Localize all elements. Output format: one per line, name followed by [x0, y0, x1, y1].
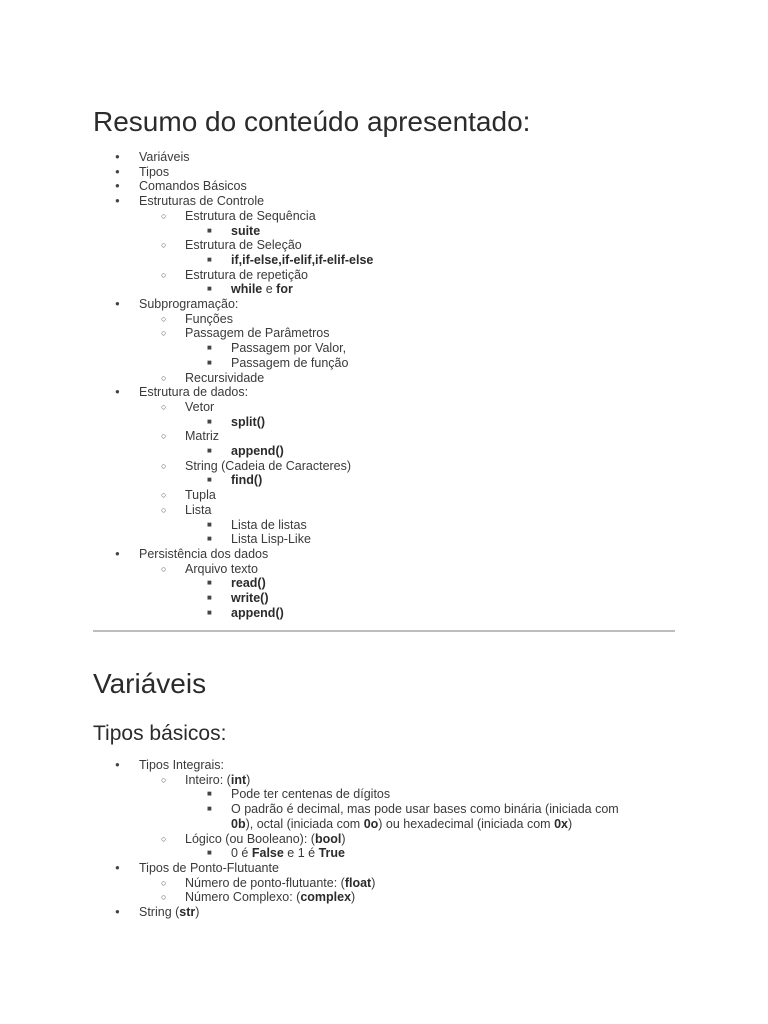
list-item — [93, 297, 675, 385]
list-item — [139, 773, 675, 832]
sublist — [139, 773, 675, 861]
sublist — [139, 209, 675, 297]
sublist — [139, 312, 675, 386]
text-segment: ) — [195, 905, 200, 920]
list-item — [139, 832, 675, 861]
list-item — [185, 224, 675, 239]
list-item — [185, 591, 675, 606]
list-item-label: ● Estruturas de Controle — [139, 194, 675, 209]
basics-list — [93, 758, 675, 920]
list-item — [93, 194, 675, 297]
keyword: 0o — [363, 816, 379, 831]
list-item — [139, 503, 675, 547]
sublist — [139, 400, 675, 547]
sublist — [185, 846, 675, 861]
keyword: str — [179, 905, 196, 920]
text-segment: String ( — [139, 905, 180, 920]
list-item — [139, 326, 675, 370]
list-item — [139, 371, 675, 386]
list-item — [185, 341, 675, 356]
list-item-label: ○ Passagem de Parâmetros — [185, 326, 675, 341]
section-divider — [93, 630, 675, 632]
list-item — [185, 253, 675, 268]
sublist — [185, 787, 675, 831]
list-item-label: ■ Pode ter centenas de dígitos — [231, 787, 675, 802]
list-item — [185, 415, 675, 430]
sublist — [185, 282, 675, 297]
list-item-label: ● Subprogramação: — [139, 297, 675, 312]
text-segment: Inteiro: ( — [185, 772, 231, 787]
summary-list — [93, 150, 675, 621]
text-segment: O padrão é decimal, mas pode usar bases como binária (iniciada com — [231, 802, 619, 817]
list-item — [185, 576, 675, 591]
keyword: append() — [231, 605, 284, 620]
list-item — [139, 312, 675, 327]
text-segment: Número de ponto-flutuante: ( — [185, 875, 345, 890]
list-item-label: ● Tipos Integrais: — [139, 758, 675, 773]
keyword: int — [230, 772, 247, 787]
list-item-label: ○ Estrutura de Seleção — [185, 238, 675, 253]
keyword: split() — [231, 414, 266, 429]
keyword: False — [251, 846, 284, 861]
sublist — [185, 415, 675, 430]
list-item-label: ● Persistência dos dados — [139, 547, 675, 562]
keyword: find() — [231, 473, 263, 488]
list-item — [185, 532, 675, 547]
list-item-label: ○ Recursividade — [185, 371, 675, 386]
sublist — [185, 224, 675, 239]
text-segment: e 1 é — [283, 846, 319, 861]
sublist — [185, 576, 675, 620]
text-segment: Lógico (ou Booleano): ( — [185, 831, 315, 846]
list-item-label: ■ Passagem de função — [231, 356, 675, 371]
list-item-label: ○ Lista — [185, 503, 675, 518]
list-item — [139, 268, 675, 297]
list-item — [185, 444, 675, 459]
sublist — [185, 253, 675, 268]
sublist — [185, 341, 675, 370]
connector-text: e — [262, 282, 277, 297]
keyword: complex — [300, 890, 352, 905]
list-item — [139, 400, 675, 429]
list-item — [185, 787, 675, 802]
keyword: bool — [314, 831, 342, 846]
keyword: if,if-else,if-elif,if-elif-else — [231, 252, 374, 267]
text-segment: ) ou hexadecimal (iniciada com — [378, 816, 555, 831]
keyword: write() — [231, 591, 269, 606]
text-segment: Número Complexo: ( — [185, 890, 301, 905]
text-segment: 0 é — [231, 846, 252, 861]
list-item-label: ■ Passagem por Valor, — [231, 341, 675, 356]
keyword: for — [276, 282, 293, 297]
list-item-label: ■ Lista Lisp-Like — [231, 532, 675, 547]
sublist — [185, 473, 675, 488]
list-item — [93, 861, 675, 905]
list-item-label: ○ Funções — [185, 312, 675, 327]
list-item — [93, 905, 675, 920]
tipos-basicos-heading: Tipos básicos: — [93, 722, 227, 745]
list-item — [139, 488, 675, 503]
list-item — [139, 562, 675, 621]
keyword: 0x — [554, 816, 568, 831]
list-item — [93, 179, 675, 194]
keyword: while — [231, 282, 263, 297]
list-item — [93, 165, 675, 180]
list-item-label: ○ String (Cadeia de Caracteres) — [185, 459, 675, 474]
text-segment: ) — [567, 816, 573, 831]
list-item — [139, 209, 675, 238]
list-item-label: ● Comandos Básicos — [139, 179, 675, 194]
list-item — [139, 238, 675, 267]
list-item-label: ○ Estrutura de repetição — [185, 268, 675, 283]
keyword: 0b — [231, 816, 246, 831]
list-item-label: ■ Lista de listas — [231, 518, 675, 533]
list-item-label: ● Tipos — [139, 165, 675, 180]
keyword: suite — [231, 223, 261, 238]
list-item-label: ● Tipos de Ponto-Flutuante — [139, 861, 675, 876]
list-item — [93, 758, 675, 861]
list-item — [139, 459, 675, 488]
list-item — [93, 150, 675, 165]
sublist — [185, 518, 675, 547]
variaveis-heading: Variáveis — [93, 668, 207, 699]
keyword: read() — [231, 576, 266, 591]
list-item — [139, 876, 675, 891]
sublist — [139, 562, 675, 621]
list-item-label: ○ Arquivo texto — [185, 562, 675, 577]
list-item — [185, 356, 675, 371]
list-item-label: ● Variáveis — [139, 150, 675, 165]
sublist — [139, 876, 675, 905]
text-segment: ), octal (iniciada com — [245, 816, 364, 831]
list-item-label: ○ Estrutura de Sequência — [185, 209, 675, 224]
text-segment: ) — [371, 875, 376, 890]
summary-heading: Resumo do conteúdo apresentado: — [93, 106, 531, 137]
list-item — [139, 429, 675, 458]
list-item-label: ○ Vetor — [185, 400, 675, 415]
list-item — [185, 802, 675, 831]
list-item — [139, 890, 675, 905]
sublist — [185, 444, 675, 459]
list-item — [185, 606, 675, 621]
list-item — [93, 385, 675, 547]
list-item — [185, 282, 675, 297]
text-segment: ) — [341, 831, 346, 846]
text-segment: ) — [351, 890, 356, 905]
list-item — [185, 518, 675, 533]
list-item-label: ● Estrutura de dados: — [139, 385, 675, 400]
list-item — [185, 473, 675, 488]
list-item-label: ○ Matriz — [185, 429, 675, 444]
list-item — [185, 846, 675, 861]
list-item-label: ○ Tupla — [185, 488, 675, 503]
keyword: append() — [231, 444, 284, 459]
keyword: True — [318, 846, 345, 861]
keyword: float — [344, 875, 372, 890]
list-item — [93, 547, 675, 621]
text-segment: ) — [246, 772, 251, 787]
